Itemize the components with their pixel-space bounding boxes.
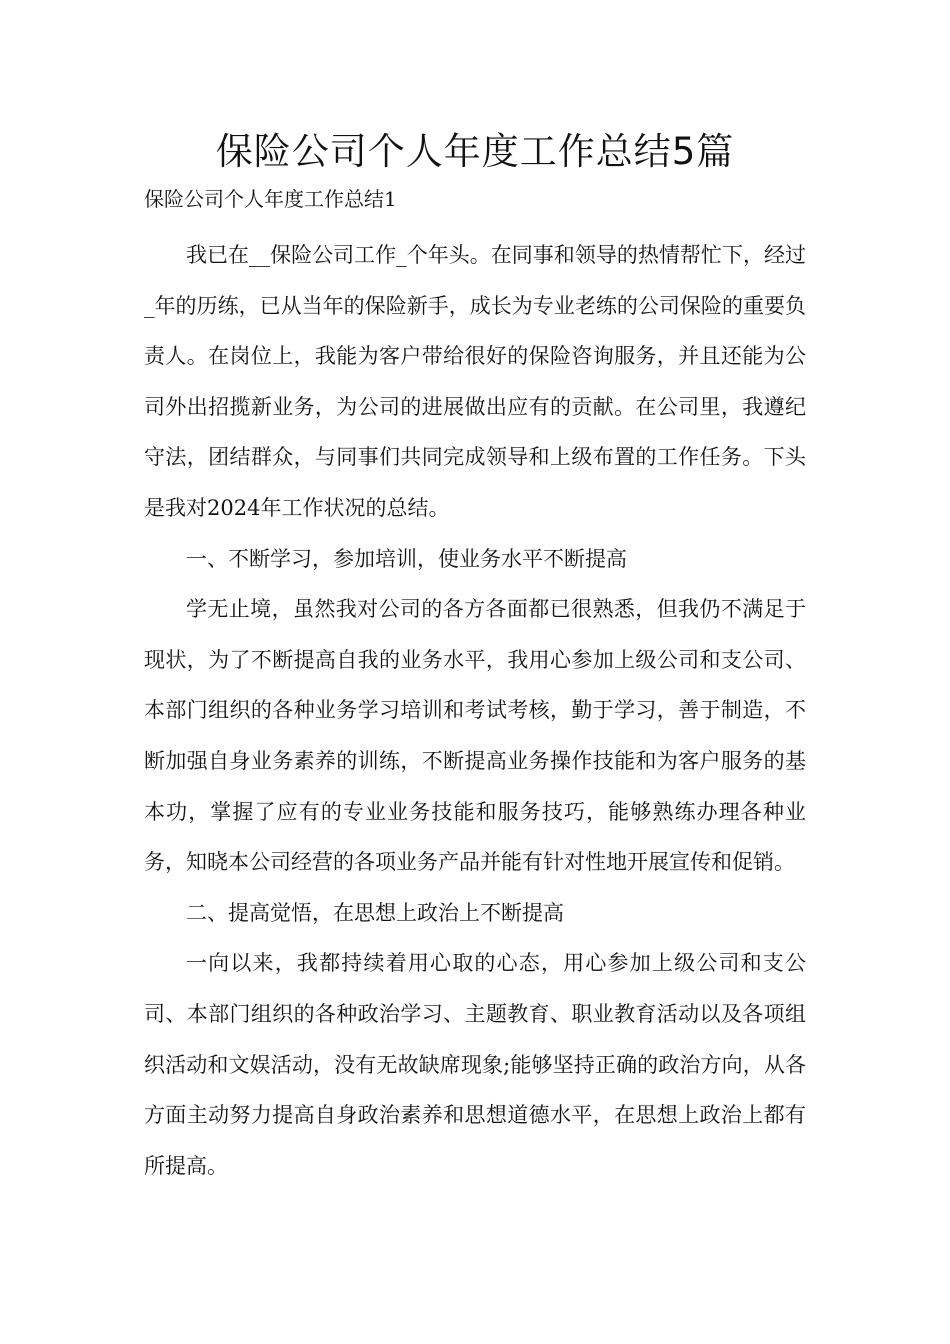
paragraph: 学无止境，虽然我对公司的各方各面都已很熟悉，但我仍不满足于现状，为了不断提高自我的业务水平，我用心参加上级公司和支公司、本部门组织的各种业务学习培训和考试考核，勤于学习，善于制造，不断加强自身业务素养的训练，不断提高业务操作技能和为客户服务的基本功，掌握了应有的专业业务技能和服务技巧，能够熟练办理各种业务，知晓本公司经营的各项业务产品并能有针对性地开展宣传和促销。 [144, 597, 806, 875]
section-heading: 二、提高觉悟，在思想上政治上不断提高 [186, 900, 564, 925]
document-body [144, 230, 806, 1191]
paragraph: 我已在__保险公司工作_个年头。在同事和领导的热情帮忙下，经过_年的历练，已从当年的保险新手，成长为专业老练的公司保险的重要负责人。在岗位上，我能为客户带给很好的保险咨询服务，并且还能为公司外出招揽新业务，为公司的进展做出应有的贡献。在公司里，我遵纪守法，团结群众，与同事们共同完成领导和上级布置的工作任务。下头是我对2024年工作状况的总结。 [144, 243, 806, 520]
paragraph: 一向以来，我都持续着用心取的心态，用心参加上级公司和支公司、本部门组织的各种政治学习、主题教育、职业教育活动以及各项组织活动和文娱活动，没有无故缺席现象;能够坚持正确的政治方向，从各方面主动努力提高自身政治素养和思想道德水平，在思想上政治上都有所提高。 [144, 951, 806, 1178]
section-heading: 一、不断学习，参加培训，使业务水平不断提高 [186, 546, 627, 571]
document-title: 保险公司个人年度工作总结5篇 [215, 130, 735, 173]
document-subtitle: 保险公司个人年度工作总结1 [144, 187, 397, 211]
